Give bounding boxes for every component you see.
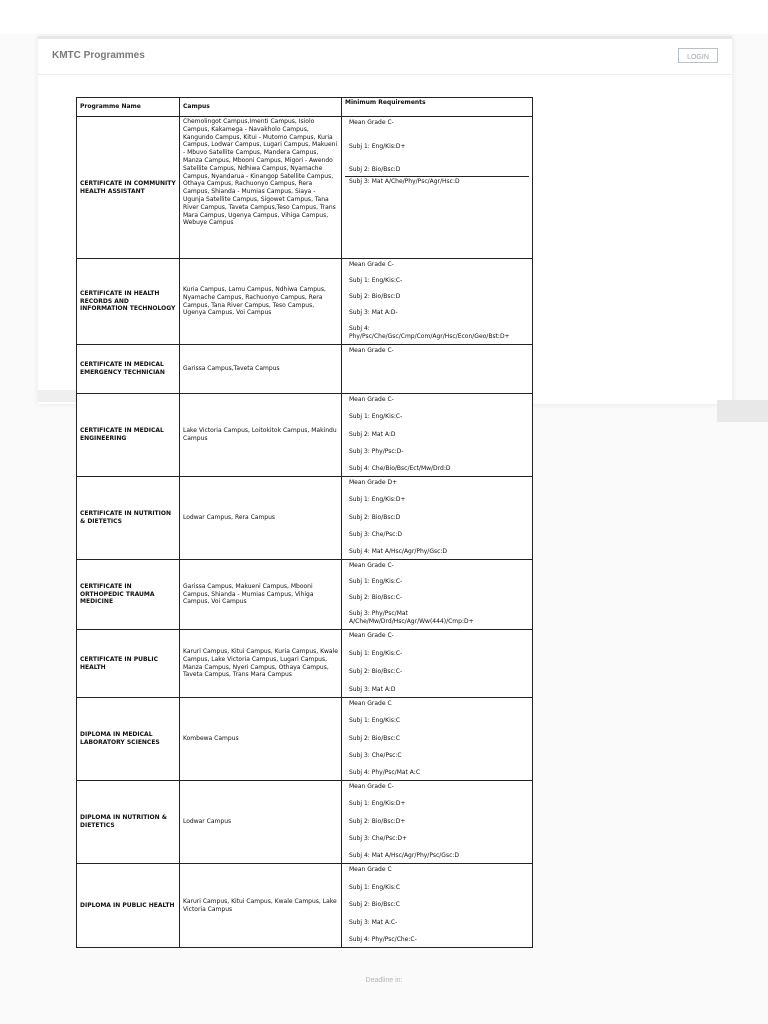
campus-cell: Garissa Campus, Makueni Campus, Mbooni Campus, Shianda - Mumias Campus, Vihiga Campus, Voi Campus xyxy=(180,560,342,630)
app-title: KMTC Programmes xyxy=(52,50,145,61)
requirement-item: Subj 4: Mat A/Hsc/Agr/Phy/Psc/Gsc:D xyxy=(349,852,460,860)
requirements-list xyxy=(345,699,529,779)
requirements-cell xyxy=(342,259,533,345)
requirement-item: Subj 4: Mat A/Hsc/Agr/Phy/Gsc:D xyxy=(349,548,448,556)
requirement-item: Subj 1: Eng/Kis:C- xyxy=(349,650,403,658)
campus-cell: Lodwar Campus, Rera Campus xyxy=(180,477,342,560)
table-row xyxy=(77,259,533,345)
requirements-list xyxy=(345,478,529,558)
campus-cell: Garissa Campus,Taveta Campus xyxy=(180,345,342,394)
requirement-item: Subj 2: Bio/Bsc:D xyxy=(349,166,401,174)
requirement-item: Subj 2: Bio/Bsc:C- xyxy=(349,668,403,676)
programme-name-cell: CERTIFICATE IN MEDICAL EMERGENCY TECHNICIAN xyxy=(77,345,180,394)
table-row xyxy=(77,117,533,259)
requirements-cell xyxy=(342,560,533,630)
requirements-list xyxy=(345,782,529,862)
requirements-list xyxy=(345,561,529,628)
table-row xyxy=(77,560,533,630)
login-button[interactable]: LOGIN xyxy=(678,48,718,63)
header-campus: Campus xyxy=(180,98,342,117)
requirements-list xyxy=(345,118,529,176)
campus-cell: Lodwar Campus xyxy=(180,781,342,864)
programme-name-cell: CERTIFICATE IN COMMUNITY HEALTH ASSISTANT xyxy=(77,117,180,259)
campus-cell: Kuria Campus, Lamu Campus, Ndhiwa Campus, Nyamache Campus, Rachuonyo Campus, Rera Campus, Tana River Campus, Teso Campus, Ugenya Campus, Voi Campus xyxy=(180,259,342,345)
requirement-item: Mean Grade C xyxy=(349,700,392,707)
requirements-list xyxy=(345,631,529,696)
table-body xyxy=(77,117,533,948)
requirement-item: Mean Grade C- xyxy=(349,119,394,126)
deadline-label: Deadline in: xyxy=(365,977,403,984)
requirement-item: Subj 1: Eng/Kis:C xyxy=(349,883,401,891)
requirements-list xyxy=(345,346,529,392)
requirement-item: Subj 1: Eng/Kis:C- xyxy=(349,413,403,421)
requirement-item: Subj 3: Mat A:D- xyxy=(349,309,398,317)
requirement-item: Subj 4: Phy/Psc/Che/Gsc/Cmp/Com/Agr/Hsc/Econ/Geo/Bst:D+ xyxy=(349,325,510,341)
requirement-item: Subj 1: Eng/Kis:D+ xyxy=(349,496,406,504)
requirement-item: Mean Grade C- xyxy=(349,261,394,268)
requirement-item: Mean Grade C- xyxy=(349,632,394,639)
header-minimum-requirements: Minimum Requirements xyxy=(342,98,533,117)
modal-edge-left xyxy=(38,390,78,402)
table-header-row xyxy=(77,98,533,117)
app-header xyxy=(38,39,732,75)
table-row xyxy=(77,477,533,560)
requirement-item: Mean Grade C xyxy=(349,866,392,873)
requirement-item: Subj 3: Che/Psc:C xyxy=(349,751,402,759)
top-backdrop xyxy=(0,0,768,34)
requirement-item: Subj 1: Eng/Kis:C xyxy=(349,717,401,725)
programme-name-cell: CERTIFICATE IN ORTHOPEDIC TRAUMA MEDICINE xyxy=(77,560,180,630)
requirement-item: Subj 3: Mat A:D xyxy=(349,686,396,694)
requirements-cell xyxy=(342,477,533,560)
requirement-item: Subj 2: Mat A:D xyxy=(349,430,396,438)
table-row xyxy=(77,345,533,394)
requirement-item: Subj 2: Bio/Bsc:C- xyxy=(349,594,403,602)
requirement-item: Subj 3: Che/Psc:D+ xyxy=(349,834,408,842)
programme-name-cell: DIPLOMA IN NUTRITION & DIETETICS xyxy=(77,781,180,864)
campus-cell: Karuri Campus, Kitui Campus, Kwale Campus, Lake Victoria Campus xyxy=(180,864,342,948)
programme-name-cell: CERTIFICATE IN MEDICAL ENGINEERING xyxy=(77,394,180,477)
modal-edge-right xyxy=(717,400,768,422)
header-programme-name: Programme Name xyxy=(77,98,180,117)
table-row xyxy=(77,698,533,781)
table-row xyxy=(77,864,533,948)
requirement-item: Subj 4: Che/Bio/Bsc/Ect/Mw/Drd:D xyxy=(349,465,451,473)
campus-cell: Karuri Campus, Kitui Campus, Kuria Campus, Kwale Campus, Lake Victoria Campus, Lugari Campus, Manza Campus, Nyeri Campus, Othaya Campus, Taveta Campus, Trans Mara Campus xyxy=(180,630,342,698)
requirements-cell xyxy=(342,117,533,259)
requirements-extra-list xyxy=(345,176,529,257)
requirement-item: Subj 3: Phy/Psc/Mat A/Che/Mw/Drd/Hsc/Agr/Ww(444)/Cmp:D+ xyxy=(349,610,474,626)
programme-name-cell: DIPLOMA IN PUBLIC HEALTH xyxy=(77,864,180,948)
requirement-item: Subj 1: Eng/Kis:D+ xyxy=(349,142,406,150)
programmes-table xyxy=(76,97,533,948)
requirement-item: Subj 2: Bio/Bsc:C xyxy=(349,901,400,909)
requirement-item: Subj 4: Phy/Psc/Mat A:C xyxy=(349,769,421,777)
requirements-list xyxy=(345,395,529,475)
requirement-item: Mean Grade C- xyxy=(349,562,394,569)
requirements-cell xyxy=(342,698,533,781)
requirements-cell xyxy=(342,864,533,948)
campus-cell: Chemolingot Campus,Imenti Campus, Isiolo Campus, Kakamega - Navakholo Campus, Kangundo Campus, Kitui - Mutomo Campus, Kuria Campus, Lodwar Campus, Lugari Campus, Makueni - Mbuvo Satellite Campus, Mandera Campus, Manza Campus, Mbooni Campus, Migori - Awendo Satellite Campus, Ndhiwa Campus, Nyamache Campus, Nyandarua - Kinangop Satellite Campus, Othaya Campus, Rachuonyo Campus, Rera Campus, Shianda - Mumias Campus, Siaya - Ugunja Satellite Campus, Sigowet Campus, Tana River Campus, Taveta Campus,Teso Campus, Trans Mara Campus, Ugenya Campus, Vihiga Campus, Webuye Campus xyxy=(180,117,342,259)
requirements-list xyxy=(345,865,529,946)
requirement-item: Subj 3: Mat A/Che/Phy/Psc/Agr/Hsc:D xyxy=(349,178,460,185)
requirement-item: Mean Grade C- xyxy=(349,396,394,403)
requirement-item: Mean Grade C- xyxy=(349,347,394,354)
requirement-item: Mean Grade C- xyxy=(349,783,394,790)
table-row xyxy=(77,394,533,477)
requirement-item: Mean Grade D+ xyxy=(349,479,398,486)
requirements-cell xyxy=(342,345,533,394)
table-row xyxy=(77,630,533,698)
requirement-item: Subj 4: Phy/Psc/Che:C- xyxy=(349,936,417,944)
requirement-item: Subj 3: Che/Psc:D xyxy=(349,530,403,538)
requirement-item: Subj 2: Bio/Bsc:D+ xyxy=(349,817,406,825)
requirement-item: Subj 1: Eng/Kis:D+ xyxy=(349,800,406,808)
campus-cell: Lake Victoria Campus, Loitokitok Campus, Makindu Campus xyxy=(180,394,342,477)
requirement-item: Subj 1: Eng/Kis:C- xyxy=(349,277,403,285)
requirements-cell xyxy=(342,630,533,698)
programme-name-cell: DIPLOMA IN MEDICAL LABORATORY SCIENCES xyxy=(77,698,180,781)
requirements-cell xyxy=(342,394,533,477)
requirement-item: Subj 2: Bio/Bsc:C xyxy=(349,734,400,742)
requirement-item: Subj 1: Eng/Kis:C- xyxy=(349,578,403,586)
programme-name-cell: CERTIFICATE IN PUBLIC HEALTH xyxy=(77,630,180,698)
programme-name-cell: CERTIFICATE IN NUTRITION & DIETETICS xyxy=(77,477,180,560)
campus-cell: Kombewa Campus xyxy=(180,698,342,781)
requirement-item: Subj 2: Bio/Bsc:D xyxy=(349,293,401,301)
programmes-table-container xyxy=(76,97,532,944)
requirements-list xyxy=(345,260,529,343)
table-row xyxy=(77,781,533,864)
requirement-item: Subj 3: Mat A:C- xyxy=(349,918,398,926)
programme-name-cell: CERTIFICATE IN HEALTH RECORDS AND INFORMATION TECHNOLOGY xyxy=(77,259,180,345)
requirements-cell xyxy=(342,781,533,864)
requirement-item: Subj 2: Bio/Bsc:D xyxy=(349,513,401,521)
requirement-item: Subj 3: Phy/Psc:D- xyxy=(349,447,404,455)
